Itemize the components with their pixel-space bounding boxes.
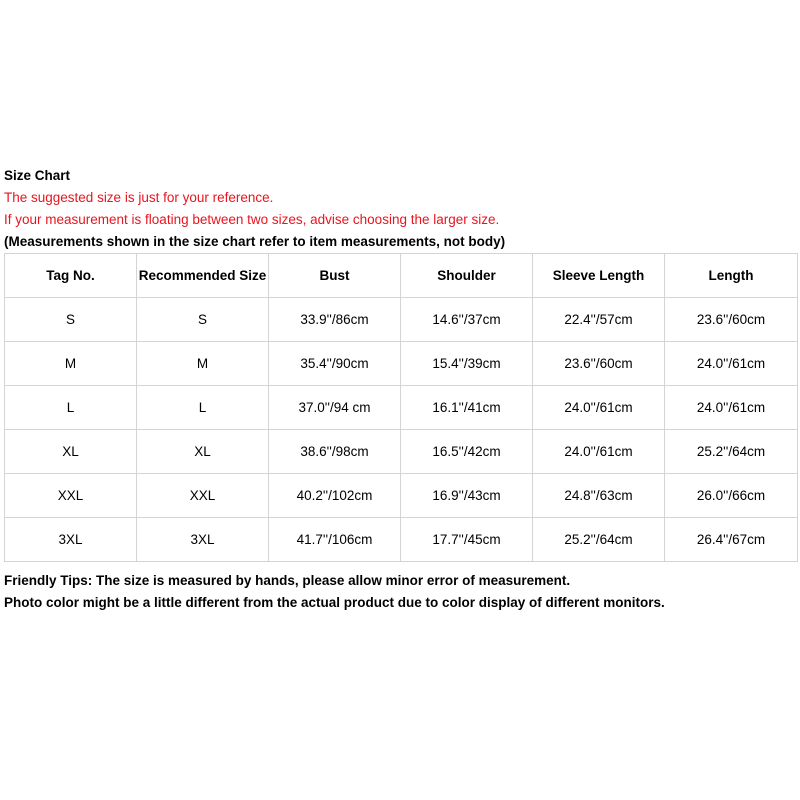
header-tag-no: Tag No.: [5, 254, 137, 298]
shoulder-cell: 14.6''/37cm: [401, 298, 533, 342]
size-chart-heading: Size Chart: [4, 168, 71, 183]
shoulder-cell: 16.5''/42cm: [401, 430, 533, 474]
friendly-tip-color: Photo color might be a little different from the actual product due to color display of different monitors.: [4, 595, 665, 610]
length-cell: 25.2''/64cm: [665, 430, 798, 474]
tag-no-cell: S: [5, 298, 137, 342]
length-cell: 26.0''/66cm: [665, 474, 798, 518]
shoulder-cell: 17.7''/45cm: [401, 518, 533, 562]
bust-cell: 38.6''/98cm: [269, 430, 401, 474]
tag-no-cell: M: [5, 342, 137, 386]
recommended-size-cell: L: [137, 386, 269, 430]
table-row: [5, 298, 798, 342]
sleeve-length-cell: 24.8''/63cm: [533, 474, 665, 518]
friendly-tip-measurement: Friendly Tips: The size is measured by hands, please allow minor error of measurement.: [4, 573, 571, 588]
shoulder-cell: 16.9''/43cm: [401, 474, 533, 518]
tag-no-cell: L: [5, 386, 137, 430]
sleeve-length-cell: 23.6''/60cm: [533, 342, 665, 386]
shoulder-cell: 15.4''/39cm: [401, 342, 533, 386]
sleeve-length-cell: 22.4''/57cm: [533, 298, 665, 342]
table-header-row: [5, 254, 798, 298]
tag-no-cell: 3XL: [5, 518, 137, 562]
table-row: [5, 474, 798, 518]
header-length: Length: [665, 254, 798, 298]
sleeve-length-cell: 24.0''/61cm: [533, 386, 665, 430]
table-row: [5, 430, 798, 474]
header-shoulder: Shoulder: [401, 254, 533, 298]
larger-size-note: If your measurement is floating between two sizes, advise choosing the larger size.: [4, 212, 500, 227]
bust-cell: 33.9''/86cm: [269, 298, 401, 342]
length-cell: 26.4''/67cm: [665, 518, 798, 562]
recommended-size-cell: XXL: [137, 474, 269, 518]
table-row: [5, 518, 798, 562]
recommended-size-cell: XL: [137, 430, 269, 474]
header-sleeve-length: Sleeve Length: [533, 254, 665, 298]
recommended-size-cell: S: [137, 298, 269, 342]
shoulder-cell: 16.1''/41cm: [401, 386, 533, 430]
sleeve-length-cell: 25.2''/64cm: [533, 518, 665, 562]
length-cell: 24.0''/61cm: [665, 386, 798, 430]
bust-cell: 40.2''/102cm: [269, 474, 401, 518]
recommended-size-cell: 3XL: [137, 518, 269, 562]
header-recommended-size: Recommended Size: [137, 254, 269, 298]
size-chart-section: [4, 165, 796, 614]
tag-no-cell: XL: [5, 430, 137, 474]
tag-no-cell: XXL: [5, 474, 137, 518]
reference-note: The suggested size is just for your reference.: [4, 190, 274, 205]
table-row: [5, 386, 798, 430]
sleeve-length-cell: 24.0''/61cm: [533, 430, 665, 474]
bust-cell: 37.0''/94 cm: [269, 386, 401, 430]
measurement-note: (Measurements shown in the size chart refer to item measurements, not body): [4, 234, 506, 249]
length-cell: 23.6''/60cm: [665, 298, 798, 342]
table-row: [5, 342, 798, 386]
length-cell: 24.0''/61cm: [665, 342, 798, 386]
recommended-size-cell: M: [137, 342, 269, 386]
bust-cell: 35.4''/90cm: [269, 342, 401, 386]
header-bust: Bust: [269, 254, 401, 298]
size-table: [4, 253, 798, 562]
bust-cell: 41.7''/106cm: [269, 518, 401, 562]
